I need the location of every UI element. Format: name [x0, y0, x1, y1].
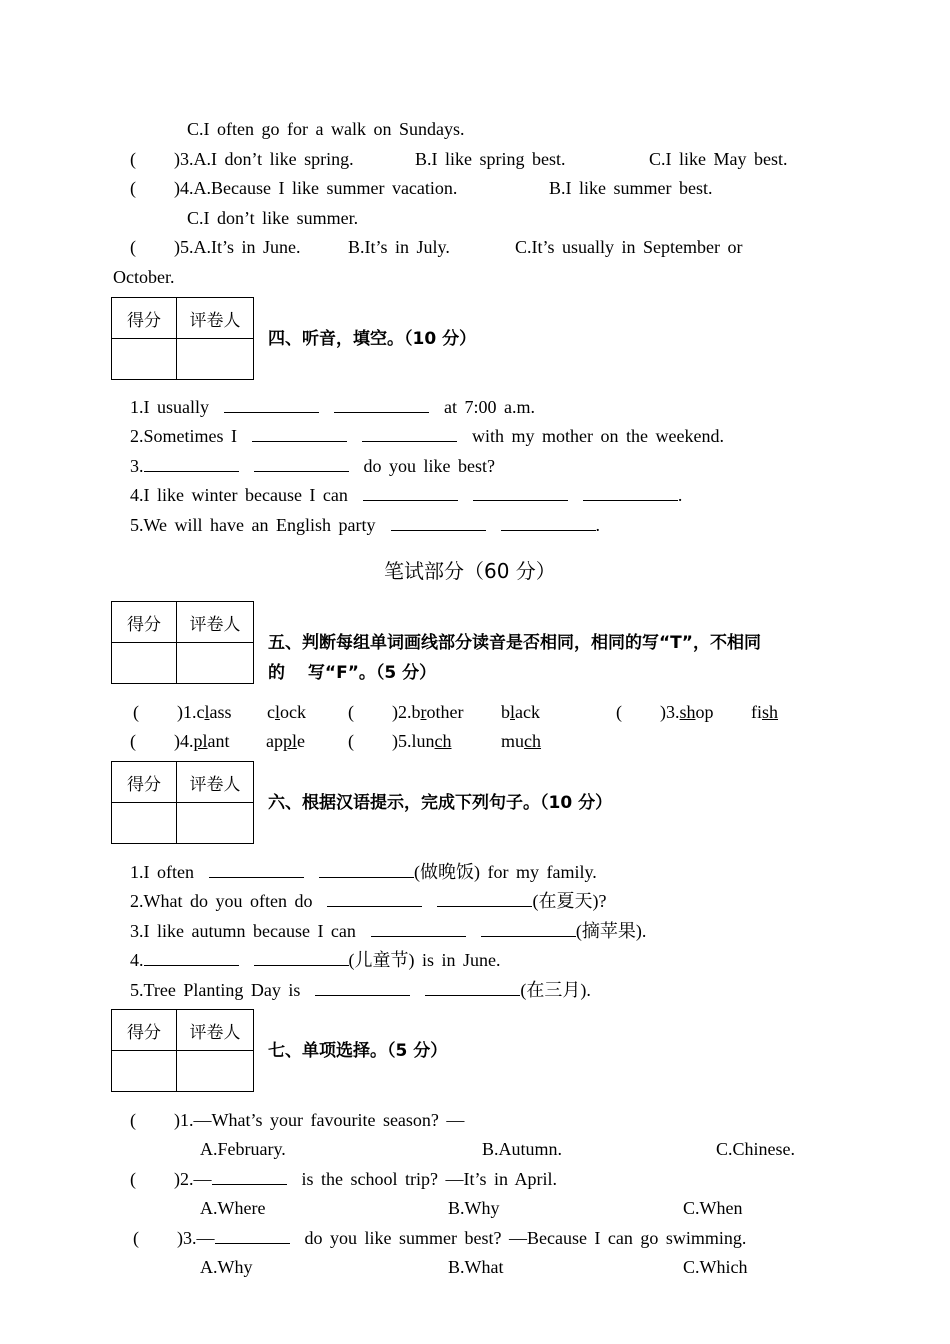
s5-paren-3: (	[616, 702, 622, 722]
s5-paren-1: (	[133, 702, 139, 722]
s6-item-5: 5.Tree Planting Day is (在三月).	[130, 980, 591, 1000]
section7-heading: 七、单项选择。（5 分）	[268, 1041, 448, 1061]
s7-q2-option-a: A.Where	[200, 1198, 266, 1218]
s7-q3-option-b: B.What	[448, 1257, 504, 1277]
s4-item-1: 1.I usually at 7:00 a.m.	[130, 397, 535, 417]
s7-paren-1: (	[130, 1110, 136, 1130]
s5-item-3-word2: fish	[751, 702, 779, 722]
score-label: 得分	[112, 762, 177, 803]
section5-heading-line1: 五、判断每组单词画线部分读音是否相同，相同的写“T”，不相同	[268, 633, 761, 653]
s7-paren-3: (	[133, 1228, 139, 1248]
blank[interactable]	[437, 890, 532, 907]
blank[interactable]	[319, 861, 414, 878]
blank[interactable]	[473, 484, 568, 501]
grader-cell[interactable]	[177, 643, 254, 684]
s7-q2-option-b: B.Why	[448, 1198, 500, 1218]
q5-option-c-cont: October.	[113, 267, 175, 287]
q3-option-c: C.I like May best.	[649, 149, 788, 169]
s5-item-5-word1: )5.lunch	[392, 731, 452, 751]
blank[interactable]	[362, 425, 457, 442]
s6-item-2: 2.What do you often do (在夏天)?	[130, 891, 607, 911]
blank[interactable]	[583, 484, 678, 501]
score-label: 得分	[112, 602, 177, 643]
s5-item-2-word1: )2.brother	[392, 702, 464, 722]
s6-item-4: 4. (儿童节) is in June.	[130, 950, 501, 970]
score-box	[111, 761, 254, 844]
s6-item-3: 3.I like autumn because I can (摘苹果).	[130, 921, 647, 941]
grader-cell[interactable]	[177, 1051, 254, 1092]
q3-paren: (	[130, 149, 136, 169]
blank[interactable]	[501, 514, 596, 531]
blank[interactable]	[481, 920, 576, 937]
s7-q3-option-a: A.Why	[200, 1257, 253, 1277]
s5-item-5-word2: much	[501, 731, 542, 751]
s7-q1-option-c: C.Chinese.	[716, 1139, 795, 1159]
s7-q3-option-c: C.Which	[683, 1257, 748, 1277]
q5-option-c: C.It’s usually in September or	[515, 237, 743, 257]
q5-option-b: B.It’s in July.	[348, 237, 450, 257]
score-box	[111, 601, 254, 684]
blank[interactable]	[212, 1168, 287, 1185]
grader-label: 评卷人	[177, 762, 254, 803]
blank[interactable]	[215, 1227, 290, 1244]
s6-item-1: 1.I often (做晚饭) for my family.	[130, 862, 597, 882]
s4-item-3: 3. do you like best?	[130, 456, 495, 476]
blank[interactable]	[144, 949, 239, 966]
s7-q3-stem: )3.— do you like summer best? —Because I can go swimming.	[177, 1228, 747, 1248]
q5-paren: (	[130, 237, 136, 257]
score-label: 得分	[112, 1010, 177, 1051]
q3-option-a: )3.A.I don’t like spring.	[174, 149, 354, 169]
q4-option-a: )4.A.Because I like summer vacation.	[174, 178, 458, 198]
blank[interactable]	[144, 455, 239, 472]
grader-label: 评卷人	[177, 602, 254, 643]
blank[interactable]	[209, 861, 304, 878]
written-part-title: 笔试部分（60 分）	[384, 559, 556, 583]
s7-q1-stem: )1.—What’s your favourite season? —	[174, 1110, 465, 1130]
blank[interactable]	[254, 455, 349, 472]
q4-paren: (	[130, 178, 136, 198]
score-cell[interactable]	[112, 339, 177, 380]
q4-option-b: B.I like summer best.	[549, 178, 713, 198]
s5-paren-2: (	[348, 702, 354, 722]
s5-item-2-word2: black	[501, 702, 540, 722]
s5-item-1-word1: )1.class	[177, 702, 232, 722]
q4-option-c: C.I don’t like summer.	[187, 208, 359, 228]
q3-option-b: B.I like spring best.	[415, 149, 566, 169]
score-box	[111, 297, 254, 380]
s4-item-2: 2.Sometimes I with my mother on the weekend.	[130, 426, 724, 446]
blank[interactable]	[254, 949, 349, 966]
blank[interactable]	[315, 979, 410, 996]
score-box	[111, 1009, 254, 1092]
blank[interactable]	[252, 425, 347, 442]
blank[interactable]	[224, 396, 319, 413]
blank[interactable]	[334, 396, 429, 413]
s4-item-5: 5.We will have an English party .	[130, 515, 600, 535]
s7-q2-option-c: C.When	[683, 1198, 743, 1218]
s5-paren-5: (	[348, 731, 354, 751]
section4-heading: 四、听音，填空。（10 分）	[268, 329, 477, 349]
q2-option-c: C.I often go for a walk on Sundays.	[187, 119, 465, 139]
s7-q1-option-a: A.February.	[200, 1139, 286, 1159]
s5-item-3-word1: )3.shop	[660, 702, 714, 722]
s7-q2-stem: )2.— is the school trip? —It’s in April.	[174, 1169, 557, 1189]
section5-heading-line2: 的 写“F”。（5 分）	[268, 663, 437, 683]
score-label: 得分	[112, 298, 177, 339]
s5-paren-4: (	[130, 731, 136, 751]
blank[interactable]	[371, 920, 466, 937]
blank[interactable]	[425, 979, 520, 996]
grader-cell[interactable]	[177, 339, 254, 380]
score-cell[interactable]	[112, 1051, 177, 1092]
s7-q1-option-b: B.Autumn.	[482, 1139, 563, 1159]
grader-label: 评卷人	[177, 1010, 254, 1051]
section6-heading: 六、根据汉语提示，完成下列句子。（10 分）	[268, 793, 613, 813]
score-cell[interactable]	[112, 643, 177, 684]
s5-item-4-word1: )4.plant	[174, 731, 230, 751]
blank[interactable]	[391, 514, 486, 531]
grader-cell[interactable]	[177, 803, 254, 844]
q5-option-a: )5.A.It’s in June.	[174, 237, 301, 257]
s7-paren-2: (	[130, 1169, 136, 1189]
grader-label: 评卷人	[177, 298, 254, 339]
blank[interactable]	[327, 890, 422, 907]
s5-item-1-word2: clock	[267, 702, 307, 722]
blank[interactable]	[363, 484, 458, 501]
s5-item-4-word2: apple	[266, 731, 306, 751]
score-cell[interactable]	[112, 803, 177, 844]
s4-item-4: 4.I like winter because I can .	[130, 485, 683, 505]
